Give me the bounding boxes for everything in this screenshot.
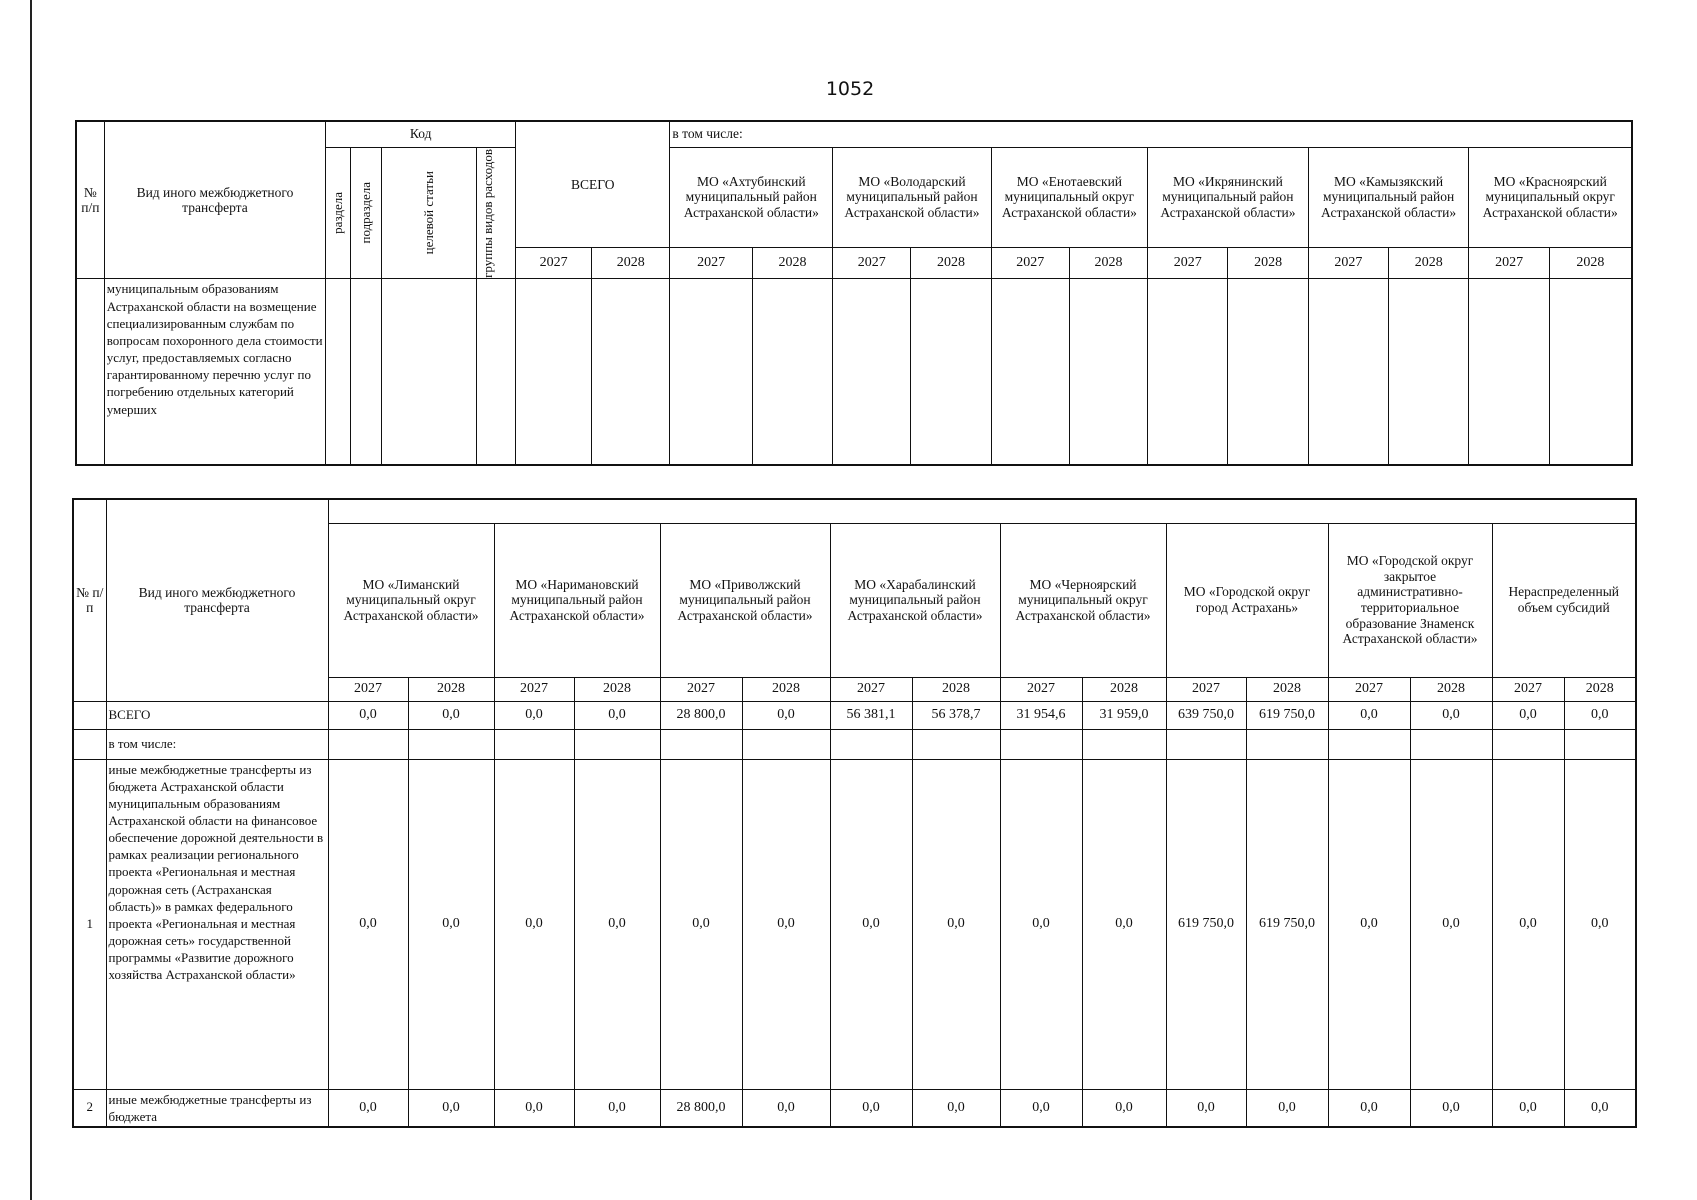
value-cell: 0,0: [1166, 1089, 1246, 1127]
value-cell: 0,0: [1564, 1089, 1636, 1127]
transfers-table-part-2: [72, 498, 1637, 1128]
value-cell: 0,0: [1492, 1089, 1564, 1127]
year-2027: 2027: [670, 248, 753, 279]
header-mo-limansky: МО «Лиманский муниципальный округ Астраханской области»: [328, 523, 494, 677]
year-2028: 2028: [911, 248, 991, 279]
value-cell: 0,0: [408, 701, 494, 729]
value-cell: 0,0: [1564, 759, 1636, 1089]
value-cell: 0,0: [830, 1089, 912, 1127]
year-2028: 2028: [1564, 677, 1636, 701]
value-cell: 0,0: [494, 1089, 574, 1127]
year-2028: 2028: [1410, 677, 1492, 701]
value-cell: 31 954,6: [1000, 701, 1082, 729]
value-cell: 28 800,0: [660, 1089, 742, 1127]
header-mo-astrakhan-city: МО «Городской округ город Астрахань»: [1166, 523, 1328, 677]
value-cell: 0,0: [574, 701, 660, 729]
value-cell: 0,0: [1410, 701, 1492, 729]
value-cell: 0,0: [1328, 701, 1410, 729]
header-mo-narimanovsky: МО «Наримановский муниципальный район Астраханской области»: [494, 523, 660, 677]
header-number: № п/п: [76, 121, 104, 279]
table-row: [76, 279, 1632, 465]
value-cell: 0,0: [494, 701, 574, 729]
year-2027: 2027: [660, 677, 742, 701]
value-cell: 0,0: [328, 759, 408, 1089]
value-cell: 0,0: [408, 759, 494, 1089]
value-cell: 0,0: [1492, 759, 1564, 1089]
value-cell: 639 750,0: [1166, 701, 1246, 729]
value-cell: 0,0: [1410, 1089, 1492, 1127]
year-2028: 2028: [1246, 677, 1328, 701]
value-cell: 619 750,0: [1246, 701, 1328, 729]
header-total: ВСЕГО: [516, 121, 670, 248]
page-number: 1052: [825, 78, 875, 100]
year-2028: 2028: [1082, 677, 1166, 701]
table-row: [73, 759, 1636, 1089]
year-2027: 2027: [1469, 248, 1549, 279]
value-cell: 56 378,7: [912, 701, 1000, 729]
year-2028: 2028: [1389, 248, 1469, 279]
year-2027: 2027: [1308, 248, 1388, 279]
header-mo-volodarsky: МО «Володарский муниципальный район Астраханской области»: [833, 147, 992, 248]
value-cell: 0,0: [1328, 759, 1410, 1089]
year-2027: 2027: [1328, 677, 1410, 701]
value-cell: 619 750,0: [1246, 759, 1328, 1089]
header-number: № п/п: [73, 499, 106, 701]
header-mo-kharabalinsky: МО «Харабалинский муниципальный район Астраханской области»: [830, 523, 1000, 677]
year-2027: 2027: [991, 248, 1069, 279]
row-label-including: в том числе:: [106, 729, 328, 759]
binding-line: [30, 0, 32, 1200]
value-cell: 0,0: [1082, 759, 1166, 1089]
header-transfer-type: Вид иного межбюджетного трансферта: [106, 499, 328, 701]
row-number: 1: [73, 759, 106, 1089]
header-mo-kamyzyaksky: МО «Камызякский муниципальный район Астраханской области»: [1308, 147, 1469, 248]
header-code: Код: [326, 121, 516, 147]
table-row-including: [73, 729, 1636, 759]
header-code-subsection: подраздела: [351, 147, 381, 279]
year-2028: 2028: [408, 677, 494, 701]
year-2028: 2028: [912, 677, 1000, 701]
header-including: в том числе:: [670, 121, 1632, 147]
header-mo-krasnoyarsky: МО «Красноярский муниципальный округ Астраханской области»: [1469, 147, 1632, 248]
header-code-section: раздела: [326, 147, 351, 279]
row-transfer-description: муниципальным образованиям Астраханской области на возмещение специализированным службам по вопросам похоронного дела стоимости услуг, предоставляемых согласно гарантированному перечню услуг по погребению отдельных категорий умерших: [104, 279, 325, 465]
header-mo-ikryaninsky: МО «Икрянинский муниципальный район Астраханской области»: [1148, 147, 1309, 248]
value-cell: 0,0: [574, 1089, 660, 1127]
table-row-total: [73, 701, 1636, 729]
value-cell: 0,0: [1000, 759, 1082, 1089]
year-2028: 2028: [742, 677, 830, 701]
value-cell: 0,0: [1000, 1089, 1082, 1127]
year-2028: 2028: [1069, 248, 1147, 279]
year-2027: 2027: [328, 677, 408, 701]
value-cell: 0,0: [1492, 701, 1564, 729]
value-cell: 0,0: [574, 759, 660, 1089]
value-cell: 0,0: [1564, 701, 1636, 729]
value-cell: 0,0: [742, 701, 830, 729]
value-cell: 0,0: [1410, 759, 1492, 1089]
value-cell: 0,0: [912, 1089, 1000, 1127]
header-code-expense-group: группы видов расходов: [477, 147, 516, 279]
header-code-target-article: целевой статьи: [381, 147, 477, 279]
year-2027: 2027: [1492, 677, 1564, 701]
value-cell: 619 750,0: [1166, 759, 1246, 1089]
value-cell: 28 800,0: [660, 701, 742, 729]
year-2027: 2027: [1166, 677, 1246, 701]
value-cell: 56 381,1: [830, 701, 912, 729]
year-2027: 2027: [516, 248, 592, 279]
year-2028: 2028: [574, 677, 660, 701]
year-2027: 2027: [1000, 677, 1082, 701]
value-cell: 31 959,0: [1082, 701, 1166, 729]
value-cell: 0,0: [494, 759, 574, 1089]
header-mo-chernoyarsky: МО «Черноярский муниципальный округ Астраханской области»: [1000, 523, 1166, 677]
value-cell: 0,0: [328, 701, 408, 729]
value-cell: 0,0: [1082, 1089, 1166, 1127]
header-mo-enotaevsky: МО «Енотаевский муниципальный округ Астраханской области»: [991, 147, 1147, 248]
year-2028: 2028: [592, 248, 670, 279]
header-mo-privolzhsky: МО «Приволжский муниципальный район Астраханской области»: [660, 523, 830, 677]
transfers-table-part-1: [75, 120, 1633, 466]
header-transfer-type: Вид иного межбюджетного трансферта: [104, 121, 325, 279]
value-cell: 0,0: [830, 759, 912, 1089]
table-row: [73, 1089, 1636, 1127]
row-transfer-description: иные межбюджетные трансферты из бюджета Астраханской области муниципальным образованиям Астраханской области на финансовое обеспечение дорожной деятельности в рамках реализации регионального проекта «Региональная и местная дорожная сеть (Астраханская область)» в рамках федерального проекта «Региональная и местная дорожная сеть» государственной программы «Развитие дорожного хозяйства Астраханской области»: [106, 759, 328, 1089]
value-cell: 0,0: [912, 759, 1000, 1089]
header-mo-znamensk: МО «Городской округ закрытое административно-территориальное образование Знаменск Астраханской области»: [1328, 523, 1492, 677]
year-2028: 2028: [752, 248, 832, 279]
row-number: 2: [73, 1089, 106, 1127]
year-2027: 2027: [494, 677, 574, 701]
value-cell: 0,0: [1328, 1089, 1410, 1127]
row-label-total: ВСЕГО: [106, 701, 328, 729]
value-cell: 0,0: [660, 759, 742, 1089]
value-cell: 0,0: [408, 1089, 494, 1127]
value-cell: 0,0: [742, 1089, 830, 1127]
year-2027: 2027: [830, 677, 912, 701]
header-mo-akhtubinsky: МО «Ахтубинский муниципальный район Астраханской области»: [670, 147, 833, 248]
value-cell: 0,0: [1246, 1089, 1328, 1127]
value-cell: 0,0: [742, 759, 830, 1089]
year-2027: 2027: [1148, 248, 1228, 279]
year-2028: 2028: [1549, 248, 1632, 279]
value-cell: 0,0: [328, 1089, 408, 1127]
row-transfer-description: иные межбюджетные трансферты из бюджета: [106, 1089, 328, 1127]
year-2027: 2027: [833, 248, 911, 279]
header-unallocated-subsidies: Нераспределенный объем субсидий: [1492, 523, 1636, 677]
year-2028: 2028: [1228, 248, 1308, 279]
